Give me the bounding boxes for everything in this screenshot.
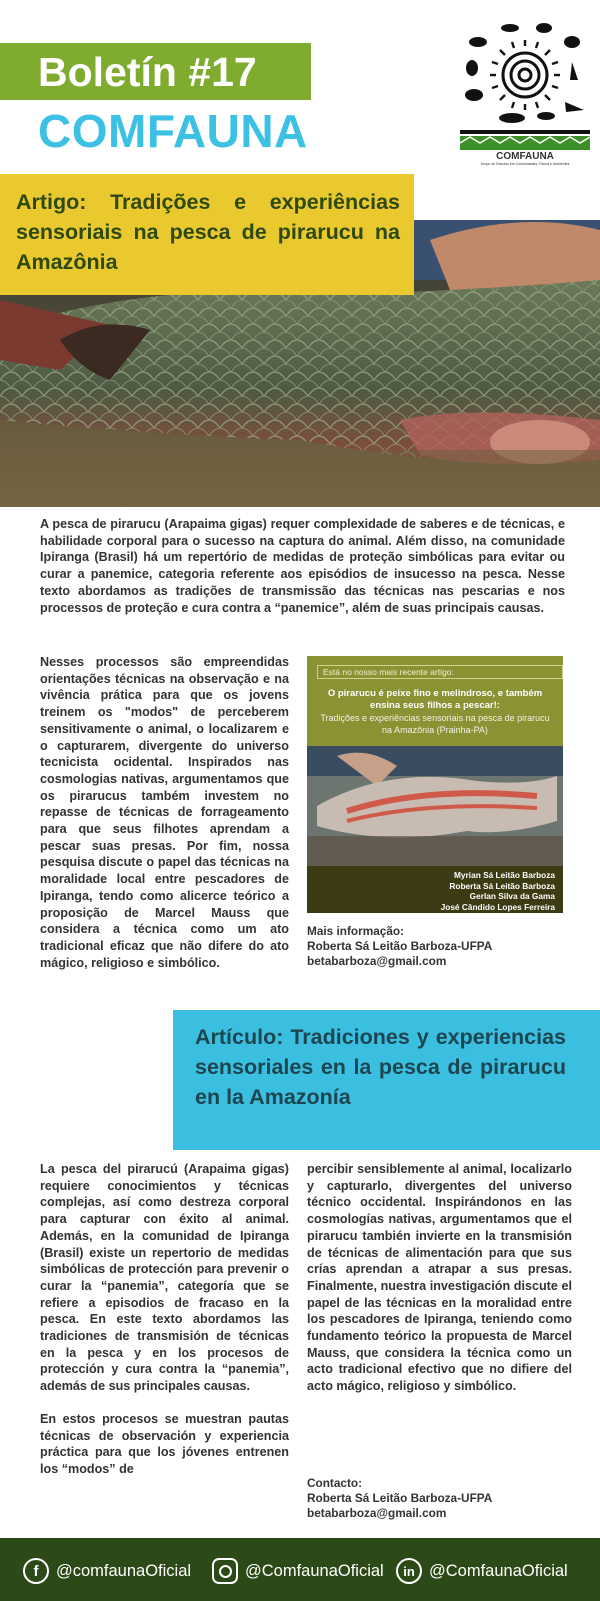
linkedin-link[interactable]: in @ComfaunaOficial (396, 1556, 568, 1586)
inset-kicker: Está no nosso mais recente artigo: (317, 665, 563, 679)
brand-title: COMFAUNA (38, 105, 308, 157)
es-paragraph-2: En estos procesos se muestran pautas técnicas de observación y experiencia práctica para que los jóvenes entrenen los “modos” de (40, 1411, 289, 1476)
pt-email-link[interactable]: betabarboza@gmail.com (307, 954, 447, 968)
es-contact: Contacto: Roberta Sá Leitão Barboza-UFPA betabarboza@gmail.com (307, 1476, 572, 1521)
es-paragraph-1: La pesca del pirarucú (Arapaima gigas) requiere conocimientos y técnicas complejas, así como destreza corporal para capturar con éxito al animal. Además, en la comunidad de Ipiranga (Brasil) existe un repertorio de medidas simbólicas de protección para prevenir o curar la “panemia”, categoría que se refiere a episodios de fracaso en la pesca. En este texto abordamos las tradiciones de transmisión de técnicas en la pesca y en los procesos de protección y cura contra la “panemia”, además de sus principales causas. (40, 1162, 289, 1394)
inset-subtitle: Tradições e experiências sensoriais na pesca de pirarucu na Amazônia (Prainha-PA) (320, 713, 550, 735)
es-title-box (173, 1010, 600, 1150)
article-inset-card (307, 656, 563, 913)
facebook-link[interactable]: f @comfaunaOficial (23, 1556, 191, 1586)
inset-title: O pirarucu é peixe fino e melindroso, e também ensina seus filhos a pescar!: (327, 688, 543, 711)
pt-intro: A pesca de pirarucu (Arapaima gigas) requer complexidade de saberes e de técnicas, e habilidade corporal para o sucesso na captura do animal. Além disso, na comunidade Ipiranga (Brasil) há um repertório de medidas de proteção simbólicas para evitar ou curar a panemice, categoria referente aos episódios de insucesso na pesca. Nesse texto abordamos as tradições de transmissão das técnicas nas pescarias e nos processos de proteção e cura contra a “panemice”, além de suas principais causas. (40, 517, 565, 615)
es-email-link[interactable]: betabarboza@gmail.com (307, 1506, 447, 1520)
pt-title-box (0, 174, 414, 295)
pt-article-title: Artigo: Tradições e experiências sensoriais na pesca de pirarucu na Amazônia (16, 190, 400, 274)
facebook-icon: f (23, 1558, 49, 1584)
logo-wordmark: COMFAUNA Grupo de Estudos em Comunidades, Fauna e Ambientes (480, 151, 570, 166)
social-footer (0, 1538, 600, 1601)
es-article-title: Artículo: Tradiciones y experiencias sensoriales en la pesca de pirarucu en la Amazonía (195, 1025, 566, 1109)
es-column-1 (40, 1161, 289, 1478)
inset-fish-photo (307, 746, 563, 866)
inset-authors: Myrian Sá Leitão Barboza Roberta Sá Leitão Barboza Gerlan Silva da Gama José Cândido Lopes Ferreira (440, 870, 555, 912)
linkedin-icon: in (396, 1558, 422, 1584)
instagram-link[interactable]: @ComfaunaOficial (212, 1556, 384, 1586)
pt-body: Nesses processos são empreendidas orientações técnicas na observação e na vivência prática para que os jovens treinem os "modos" de perceberem sensitivamente o animal, o localizarem e o capturarem, divergente do universo tecnicista ocidental. Inspirados nas cosmologias nativas, argumentamos que os pirarucus também investem no repasse de técnicas de forrageamento para que seus filhotes aprendam a pescar suas presas. Por fim, nossa pesquisa discute o papel das técnicas na moralidade local entre pescadores de Ipiranga, tendo como alicerce teórico a proposição de Marcel Mauss que considera a técnica como um ato tradicional eficaz que não difere do ato mágico, religioso e simbólico. (40, 655, 289, 970)
bulletin-number: Boletín #17 (38, 49, 257, 95)
instagram-icon (212, 1558, 238, 1584)
pt-more-info: Mais informação: Roberta Sá Leitão Barboza-UFPA betabarboza@gmail.com (307, 924, 567, 969)
comfauna-logo (460, 20, 590, 170)
es-column-2: percibir sensiblemente al animal, localizarlo y capturarlo, divergentes del universo técnico occidental. Inspirándonos en las cosmologías nativas, argumentamos que el pirarucu también invierte en la transmisión de técnicas de alimentación para que sus crías aprendan a atrapar a sus presas. Finalmente, nuestra investigación discute el papel de las técnicas en la moralidad entre los pescadores de Ipiranga, teniendo como fundamento teórico la propuesta de Marcel Mauss, que considera la técnica como un acto tradicional efectivo que no difiere del acto mágico, religioso y simbólico. (307, 1162, 572, 1394)
